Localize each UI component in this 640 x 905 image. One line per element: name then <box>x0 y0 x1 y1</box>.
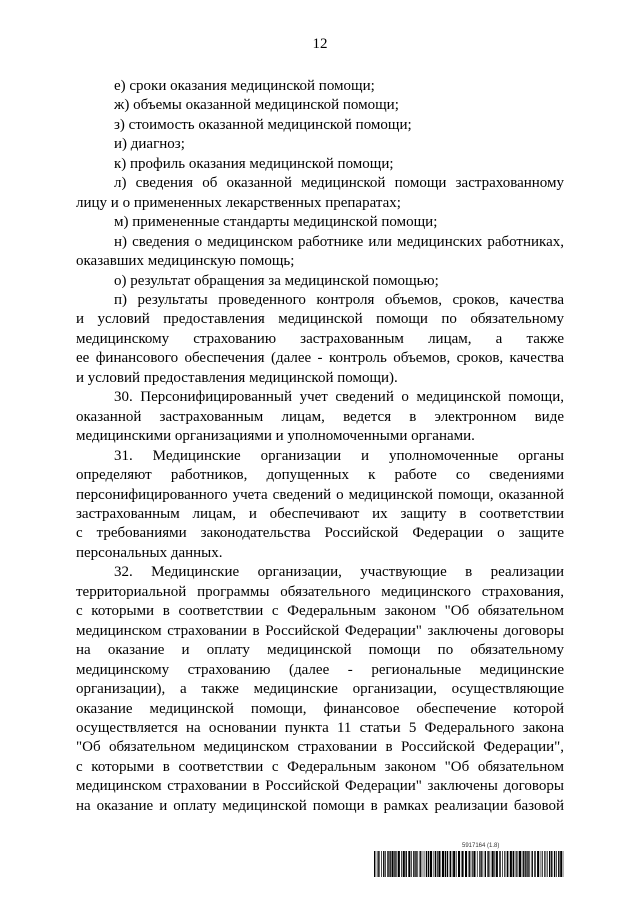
text-line: ее финансового обеспечения (далее - контроль объемов, сроков, качества <box>76 350 564 367</box>
barcode-bar <box>507 851 508 877</box>
barcode-bar <box>426 851 427 877</box>
barcode-bar <box>485 851 486 877</box>
barcode-bar <box>428 851 429 877</box>
barcode-bar <box>401 851 402 877</box>
barcode-bar <box>408 851 410 877</box>
text-line: е) сроки оказания медицинской помощи; <box>114 78 375 94</box>
text-line: з) стоимость оказанной медицинской помощи; <box>114 116 412 133</box>
barcode-bar <box>504 851 505 877</box>
paragraph <box>76 291 564 388</box>
text-line: о) результат обращения за медицинской помощью; <box>114 272 439 289</box>
document-body <box>76 77 564 816</box>
barcode-bar <box>415 851 416 877</box>
barcode-bar <box>417 851 418 877</box>
barcode-bar <box>544 851 545 877</box>
barcode-bar <box>398 851 400 877</box>
barcode-bar <box>546 851 547 877</box>
barcode-bar <box>556 851 557 877</box>
paragraph <box>76 447 564 564</box>
text-line: на оказание и оплату медицинской помощи в рамках реализации базовой <box>76 797 564 814</box>
barcode-bar <box>452 851 453 877</box>
barcode-bar <box>383 851 384 877</box>
barcode-bar <box>510 851 512 877</box>
barcode-bar <box>551 851 552 877</box>
barcode-bar <box>516 851 517 877</box>
barcode-bar <box>527 851 528 877</box>
barcode-bar <box>445 851 446 877</box>
text-line: персонифицированного учета сведений о медицинской помощи, оказанной <box>76 486 564 503</box>
text-line: организации), а также медицинские организации, осуществляющие <box>76 681 564 698</box>
text-line: территориальной программы обязательного медицинского страхования, <box>76 583 564 600</box>
text-line: "Об обязательном медицинском страховании в Российской Федерации", <box>76 739 564 756</box>
text-line: н) сведения о медицинском работнике или медицинских работниках, <box>114 233 564 250</box>
barcode-bar <box>420 851 421 877</box>
barcode-bar <box>496 851 498 877</box>
text-line: на оказание и оплату медицинской помощи по обязательному <box>76 642 564 659</box>
barcode-bar <box>403 851 405 877</box>
barcode-bar <box>385 851 386 877</box>
text-line: к) профиль оказания медицинской помощи; <box>114 155 394 172</box>
barcode-bar <box>518 851 519 877</box>
barcode-bar <box>519 851 521 877</box>
barcode-bar <box>473 851 475 877</box>
text-line: 30. Персонифицированный учет сведений о медицинской помощи, <box>114 389 564 406</box>
barcode-bar <box>381 851 382 877</box>
barcode-bar <box>424 851 425 877</box>
paragraph <box>76 233 564 272</box>
barcode-bar <box>377 851 378 877</box>
barcode-bar <box>515 851 516 877</box>
barcode-bar <box>529 851 530 877</box>
paragraph <box>76 388 564 446</box>
text-line: с которыми в соответствии с Федеральным законом "Об обязательном <box>76 758 564 775</box>
barcode-bar <box>472 851 473 877</box>
paragraph <box>76 116 564 135</box>
text-line: лицу и о примененных лекарственных препаратах; <box>76 194 401 211</box>
barcode-bar <box>479 851 480 877</box>
barcode-bar <box>387 851 388 877</box>
text-line: персональных данных. <box>76 544 223 561</box>
barcode-bar <box>506 851 507 877</box>
barcode-bar <box>513 851 514 877</box>
barcode-bar <box>413 851 414 877</box>
barcode-bar <box>453 851 455 877</box>
text-line: с требованиями законодательства Российской Федерации о защите <box>76 525 564 542</box>
barcode-bar <box>522 851 523 877</box>
text-line: медицинскому страхованию (далее - региональные медицинские <box>76 661 564 678</box>
barcode-bar <box>392 851 394 877</box>
barcode-bar <box>483 851 484 877</box>
text-line: и) диагноз; <box>114 136 185 153</box>
text-line: оказание медицинской помощи, финансовое обеспечение которой <box>76 700 564 717</box>
paragraph <box>76 96 564 115</box>
barcode-bar <box>389 851 390 877</box>
paragraph <box>76 174 564 213</box>
barcode-bar <box>422 851 423 877</box>
barcode-bar <box>558 851 559 877</box>
text-line: медицинском страховании в Российской Федерации" заключены договоры <box>76 778 564 795</box>
barcode-bar <box>547 851 548 877</box>
text-line: оказанной застрахованным лицам, ведется в электронном виде <box>76 408 564 425</box>
barcode-bar <box>525 851 526 877</box>
barcode-bar <box>406 851 407 877</box>
barcode-bar <box>435 851 436 877</box>
barcode-bar <box>469 851 470 877</box>
barcode-bar <box>537 851 539 877</box>
barcode-bar <box>430 851 432 877</box>
barcode-bar <box>437 851 438 877</box>
barcode-bar <box>378 851 379 877</box>
text-line: оказавших медицинскую помощь; <box>76 253 295 270</box>
text-line: ж) объемы оказанной медицинской помощи; <box>114 97 399 114</box>
barcode-bar <box>523 851 524 877</box>
barcode-bar <box>396 851 397 877</box>
text-line: с которыми в соответствии с Федеральным законом "Об обязательном <box>76 603 564 620</box>
paragraph <box>76 213 564 232</box>
text-line: и условий предоставления медицинской помощи по обязательному <box>76 311 564 328</box>
barcode-bar <box>442 851 444 877</box>
barcode-bar <box>502 851 503 877</box>
paragraph <box>76 77 564 96</box>
text-line: м) примененные стандарты медицинской помощи; <box>114 214 438 231</box>
text-line: определяют работников, допущенных к работе со сведениями <box>76 467 564 484</box>
text-line: 31. Медицинские организации и уполномоченные органы <box>114 447 564 464</box>
barcode-bar <box>456 851 457 877</box>
barcode <box>374 851 564 877</box>
paragraph <box>76 155 564 174</box>
text-line: и условий предоставления медицинской помощи). <box>76 369 398 386</box>
document-code: 5917164 (1.8) <box>462 843 500 849</box>
barcode-bar <box>394 851 395 877</box>
barcode-bar <box>532 851 533 877</box>
text-line: медицинском страховании в Российской Федерации" заключены договоры <box>76 622 564 639</box>
text-line: медицинскими организациями и уполномоченными органами. <box>76 428 475 445</box>
barcode-bar <box>490 851 491 877</box>
barcode-bar <box>434 851 435 877</box>
barcode-bar <box>534 851 535 877</box>
barcode-bar <box>458 851 460 877</box>
text-line: п) результаты проведенного контроля объемов, сроков, качества <box>114 291 564 308</box>
barcode-bar <box>438 851 440 877</box>
text-line: застрахованным лицам, и обеспечивают их защиту в соответствии <box>76 505 564 522</box>
barcode-bar <box>499 851 500 877</box>
barcode-bar <box>471 851 472 877</box>
barcode-bar <box>462 851 464 877</box>
barcode-bar <box>374 851 375 877</box>
paragraph <box>76 272 564 291</box>
barcode-bar <box>450 851 451 877</box>
barcode-bar <box>447 851 448 877</box>
barcode-bar <box>560 851 562 877</box>
text-line: 32. Медицинские организации, участвующие в реализации <box>114 564 564 581</box>
text-line: л) сведения об оказанной медицинской помощи застрахованному <box>114 175 564 192</box>
barcode-bar <box>494 851 495 877</box>
barcode-bar <box>542 851 543 877</box>
barcode-bar <box>480 851 481 877</box>
barcode-bar <box>549 851 550 877</box>
barcode-bar <box>477 851 478 877</box>
page-number: 12 <box>312 36 328 52</box>
barcode-bar <box>554 851 555 877</box>
barcode-bar <box>487 851 488 877</box>
paragraph <box>76 135 564 154</box>
barcode-bar <box>465 851 467 877</box>
text-line: осуществляется на основании пункта 11 статьи 5 Федерального закона <box>76 719 564 736</box>
paragraph <box>76 563 564 816</box>
barcode-bar <box>411 851 412 877</box>
barcode-bar <box>492 851 494 877</box>
text-line: медицинскому страхованию застрахованным лицам, а также <box>76 330 564 347</box>
barcode-bar <box>541 851 542 877</box>
